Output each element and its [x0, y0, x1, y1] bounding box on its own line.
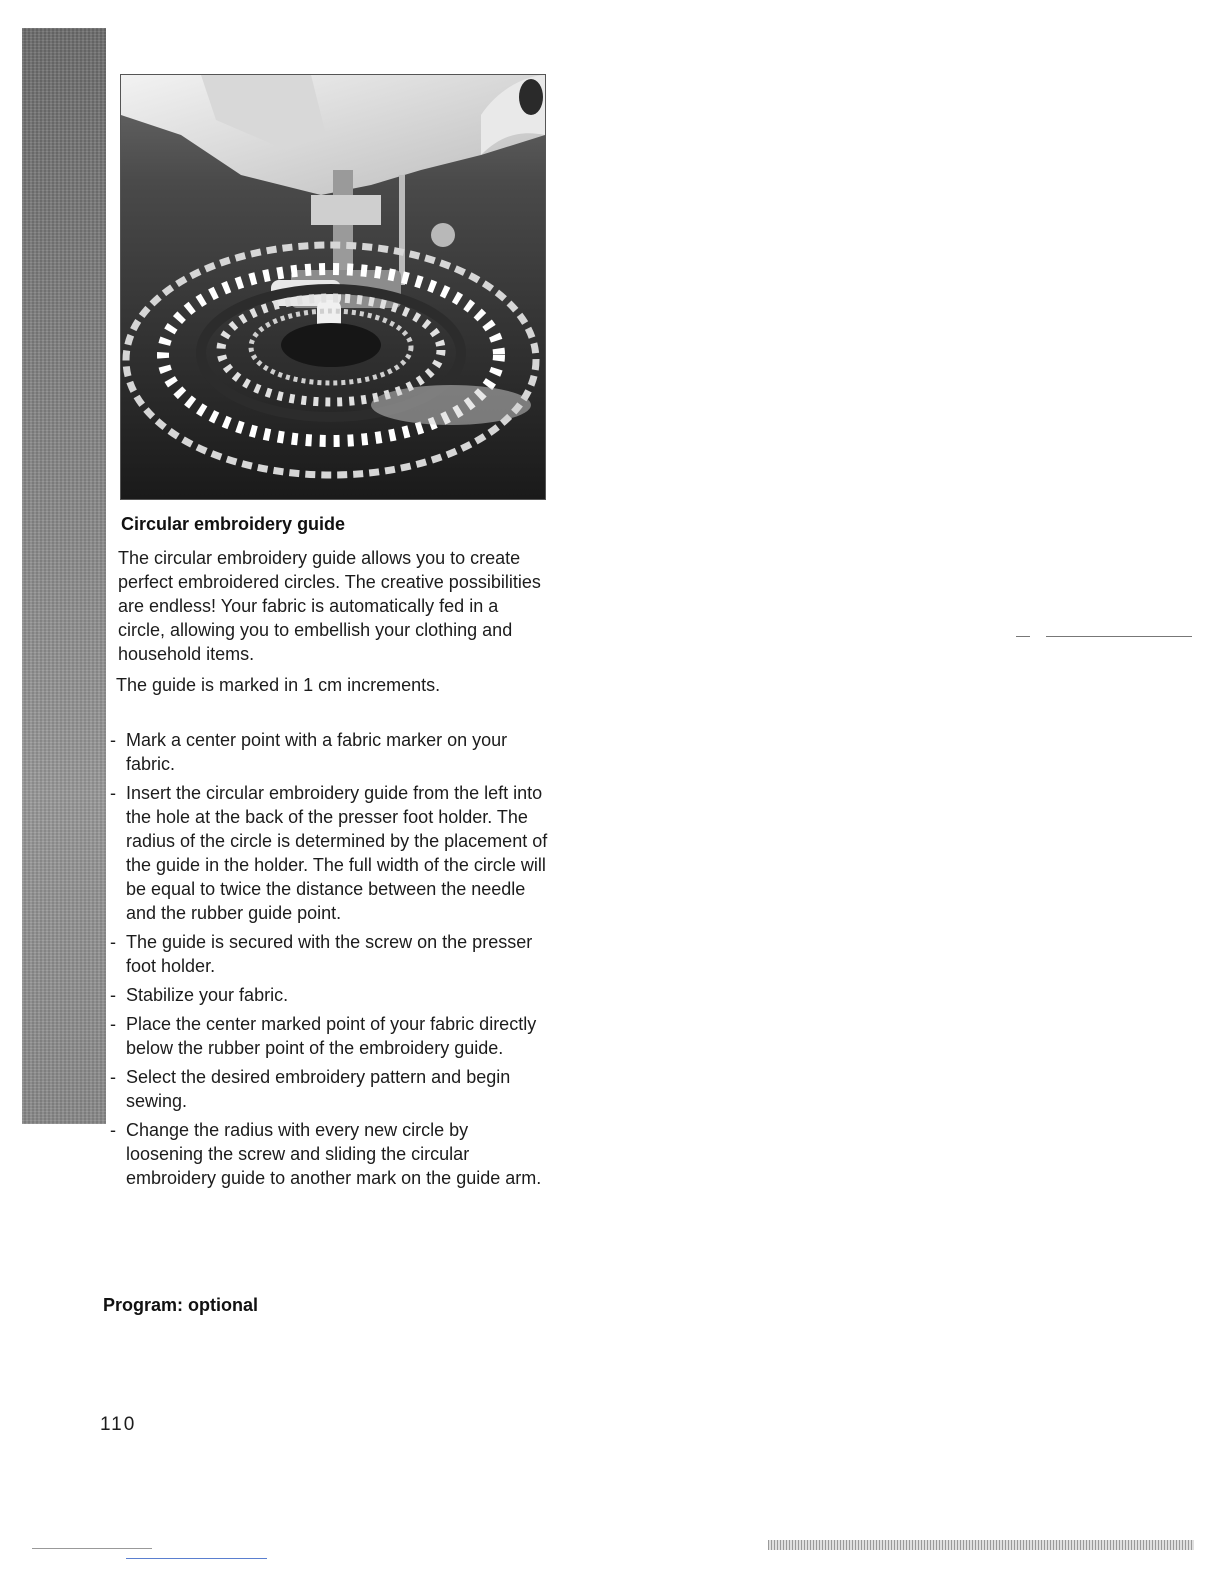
step-item: - Mark a center point with a fabric marker on your fabric. [108, 728, 548, 776]
step-item: - Insert the circular embroidery guide from the left into the hole at the back of the presser foot holder. The radius of the circle is determined by the placement of the guide in the holder. The full width of the circle will be equal to twice the distance between the needle and the rubber guide point. [108, 781, 548, 925]
intro-paragraph: The circular embroidery guide allows you to create perfect embroidered circles. The creative possibilities are endless! Your fabric is automatically fed in a circle, allowing you to embellish your clothing and household items. [118, 548, 541, 664]
step-item: - Select the desired embroidery pattern and begin sewing. [108, 1065, 548, 1113]
margin-rule [1016, 636, 1030, 637]
sewing-machine-photo [120, 74, 546, 500]
step-item: - Change the radius with every new circle by loosening the screw and sliding the circular embroidery guide to another mark on the guide arm. [108, 1118, 548, 1190]
instruction-steps [108, 728, 548, 1195]
page-number: 110 [100, 1414, 137, 1435]
program-label: Program: optional [103, 1295, 259, 1315]
step-item: - Place the center marked point of your fabric directly below the rubber point of the embroidery guide. [108, 1012, 548, 1060]
step-item: - Stabilize your fabric. [108, 983, 548, 1007]
gray-side-bar [22, 28, 106, 1124]
bottom-scan-band [768, 1540, 1194, 1550]
section-title: Circular embroidery guide [121, 514, 346, 534]
step-item: - The guide is secured with the screw on the presser foot holder. [108, 930, 548, 978]
margin-rule [1046, 636, 1192, 637]
bottom-rule [32, 1548, 152, 1549]
blue-rule [126, 1558, 267, 1559]
increment-note: The guide is marked in 1 cm increments. [116, 675, 441, 695]
